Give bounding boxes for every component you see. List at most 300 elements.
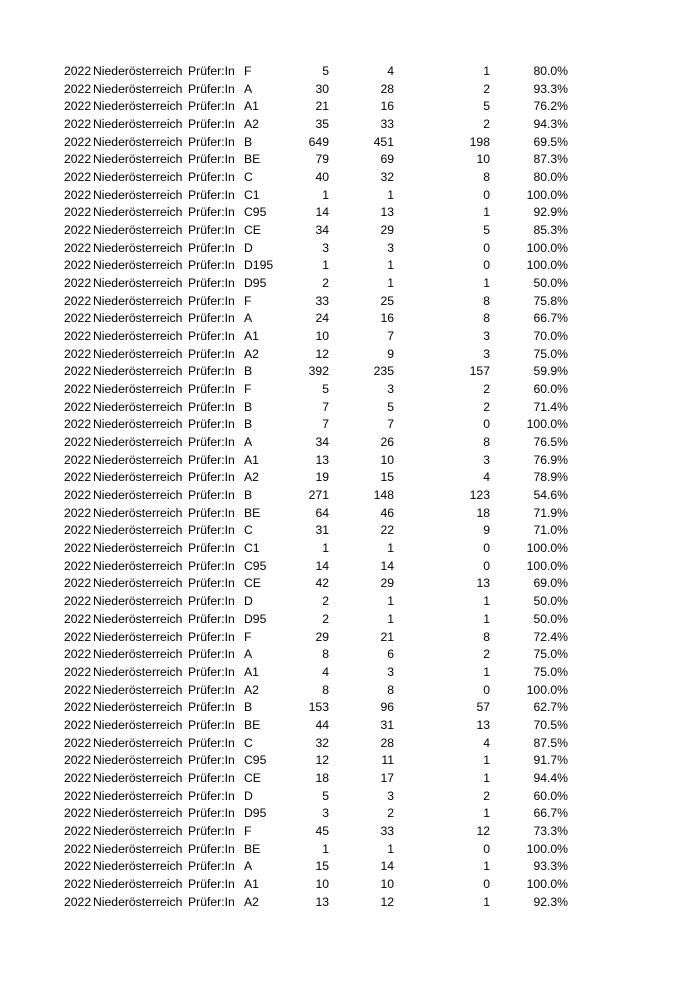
year-cell: 2022 [64, 558, 92, 573]
year-cell: 2022 [64, 452, 92, 467]
total-count-cell: 153 [308, 700, 329, 715]
passed-count-cell: 3 [387, 664, 394, 679]
table-row [0, 434, 700, 452]
table-row [0, 116, 700, 134]
pass-rate-cell: 60.0% [533, 382, 568, 397]
failed-count-cell: 2 [483, 382, 490, 397]
table-row [0, 699, 700, 717]
table-row [0, 187, 700, 205]
failed-count-cell: 8 [483, 435, 490, 450]
license-class-cell: C [244, 170, 253, 185]
role-cell: Prüfer:In [188, 611, 235, 626]
license-class-cell: A1 [244, 876, 259, 891]
year-cell: 2022 [64, 64, 92, 78]
passed-count-cell: 69 [380, 152, 394, 167]
table-row [0, 399, 700, 417]
pass-rate-cell: 100.0% [526, 417, 568, 432]
table-row [0, 646, 700, 664]
failed-count-cell: 8 [483, 629, 490, 644]
passed-count-cell: 33 [380, 823, 394, 838]
license-class-cell: D [244, 594, 253, 609]
passed-count-cell: 235 [373, 364, 394, 379]
pass-rate-cell: 75.8% [533, 293, 568, 308]
table-row [0, 664, 700, 682]
table-row [0, 522, 700, 540]
pass-rate-cell: 70.0% [533, 329, 568, 344]
passed-count-cell: 28 [380, 735, 394, 750]
region-cell: Niederösterreich [93, 664, 183, 679]
total-count-cell: 18 [315, 770, 329, 785]
license-class-cell: BE [244, 152, 261, 167]
year-cell: 2022 [64, 205, 92, 220]
role-cell: Prüfer:In [188, 735, 235, 750]
table-row [0, 717, 700, 735]
failed-count-cell: 0 [483, 240, 490, 255]
role-cell: Prüfer:In [188, 276, 235, 291]
region-cell: Niederösterreich [93, 417, 183, 432]
table-row [0, 310, 700, 328]
total-count-cell: 1 [322, 841, 329, 856]
region-cell: Niederösterreich [93, 99, 183, 114]
passed-count-cell: 33 [380, 117, 394, 132]
table-row [0, 575, 700, 593]
failed-count-cell: 1 [483, 594, 490, 609]
license-class-cell: A [244, 311, 253, 326]
table-row [0, 540, 700, 558]
failed-count-cell: 0 [483, 558, 490, 573]
license-class-cell: B [244, 134, 253, 149]
region-cell: Niederösterreich [93, 753, 183, 768]
role-cell: Prüfer:In [188, 647, 235, 662]
role-cell: Prüfer:In [188, 346, 235, 361]
table-row [0, 222, 700, 240]
license-class-cell: C95 [244, 753, 267, 768]
role-cell: Prüfer:In [188, 629, 235, 644]
pass-rate-cell: 59.9% [533, 364, 568, 379]
role-cell: Prüfer:In [188, 417, 235, 432]
failed-count-cell: 2 [483, 399, 490, 414]
total-count-cell: 12 [315, 346, 329, 361]
license-class-cell: C1 [244, 541, 260, 556]
region-cell: Niederösterreich [93, 258, 183, 273]
total-count-cell: 21 [315, 99, 329, 114]
pass-rate-cell: 100.0% [526, 541, 568, 556]
license-class-cell: A [244, 81, 253, 96]
pass-rate-cell: 72.4% [533, 629, 568, 644]
total-count-cell: 32 [315, 735, 329, 750]
role-cell: Prüfer:In [188, 452, 235, 467]
total-count-cell: 42 [315, 576, 329, 591]
year-cell: 2022 [64, 505, 92, 520]
year-cell: 2022 [64, 81, 92, 96]
region-cell: Niederösterreich [93, 399, 183, 414]
pass-rate-cell: 100.0% [526, 240, 568, 255]
failed-count-cell: 1 [483, 205, 490, 220]
year-cell: 2022 [64, 629, 92, 644]
failed-count-cell: 0 [483, 682, 490, 697]
total-count-cell: 8 [322, 682, 329, 697]
license-class-cell: A [244, 435, 253, 450]
failed-count-cell: 2 [483, 647, 490, 662]
year-cell: 2022 [64, 576, 92, 591]
passed-count-cell: 10 [380, 876, 394, 891]
role-cell: Prüfer:In [188, 541, 235, 556]
table-row [0, 770, 700, 788]
total-count-cell: 1 [322, 541, 329, 556]
total-count-cell: 10 [315, 876, 329, 891]
role-cell: Prüfer:In [188, 64, 235, 78]
failed-count-cell: 157 [469, 364, 490, 379]
role-cell: Prüfer:In [188, 576, 235, 591]
year-cell: 2022 [64, 806, 92, 821]
region-cell: Niederösterreich [93, 841, 183, 856]
pass-rate-cell: 76.9% [533, 452, 568, 467]
license-class-cell: CE [244, 770, 261, 785]
total-count-cell: 3 [322, 240, 329, 255]
role-cell: Prüfer:In [188, 523, 235, 538]
license-class-cell: A2 [244, 470, 259, 485]
table-row [0, 81, 700, 99]
year-cell: 2022 [64, 311, 92, 326]
passed-count-cell: 1 [387, 187, 394, 202]
passed-count-cell: 17 [380, 770, 394, 785]
pass-rate-cell: 93.3% [533, 81, 568, 96]
pass-rate-cell: 69.5% [533, 134, 568, 149]
pass-rate-cell: 76.5% [533, 435, 568, 450]
region-cell: Niederösterreich [93, 541, 183, 556]
pass-rate-cell: 100.0% [526, 258, 568, 273]
passed-count-cell: 13 [380, 205, 394, 220]
passed-count-cell: 29 [380, 223, 394, 238]
table-row [0, 240, 700, 258]
failed-count-cell: 3 [483, 346, 490, 361]
license-class-cell: F [244, 64, 252, 78]
region-cell: Niederösterreich [93, 81, 183, 96]
table-row [0, 788, 700, 806]
license-class-cell: A1 [244, 452, 259, 467]
failed-count-cell: 1 [483, 753, 490, 768]
total-count-cell: 5 [322, 788, 329, 803]
pass-rate-cell: 78.9% [533, 470, 568, 485]
role-cell: Prüfer:In [188, 435, 235, 450]
year-cell: 2022 [64, 611, 92, 626]
license-class-cell: A2 [244, 894, 259, 909]
license-class-cell: C [244, 523, 253, 538]
year-cell: 2022 [64, 788, 92, 803]
failed-count-cell: 0 [483, 876, 490, 891]
table-row [0, 275, 700, 293]
year-cell: 2022 [64, 276, 92, 291]
year-cell: 2022 [64, 664, 92, 679]
role-cell: Prüfer:In [188, 876, 235, 891]
license-class-cell: D [244, 788, 253, 803]
region-cell: Niederösterreich [93, 823, 183, 838]
year-cell: 2022 [64, 753, 92, 768]
failed-count-cell: 2 [483, 81, 490, 96]
table-row [0, 752, 700, 770]
failed-count-cell: 0 [483, 187, 490, 202]
license-class-cell: F [244, 629, 252, 644]
total-count-cell: 33 [315, 293, 329, 308]
year-cell: 2022 [64, 541, 92, 556]
table-row [0, 611, 700, 629]
total-count-cell: 14 [315, 558, 329, 573]
region-cell: Niederösterreich [93, 346, 183, 361]
table-row [0, 416, 700, 434]
region-cell: Niederösterreich [93, 859, 183, 874]
role-cell: Prüfer:In [188, 258, 235, 273]
role-cell: Prüfer:In [188, 117, 235, 132]
region-cell: Niederösterreich [93, 223, 183, 238]
table-row [0, 505, 700, 523]
table-row [0, 858, 700, 876]
role-cell: Prüfer:In [188, 134, 235, 149]
total-count-cell: 44 [315, 717, 329, 732]
passed-count-cell: 1 [387, 276, 394, 291]
region-cell: Niederösterreich [93, 435, 183, 450]
pass-rate-cell: 94.4% [533, 770, 568, 785]
table-row [0, 204, 700, 222]
pass-rate-cell: 100.0% [526, 841, 568, 856]
passed-count-cell: 451 [373, 134, 394, 149]
pass-rate-cell: 100.0% [526, 876, 568, 891]
license-class-cell: BE [244, 505, 261, 520]
pass-rate-cell: 54.6% [533, 488, 568, 503]
total-count-cell: 34 [315, 435, 329, 450]
license-class-cell: D95 [244, 806, 267, 821]
license-class-cell: B [244, 399, 253, 414]
year-cell: 2022 [64, 187, 92, 202]
region-cell: Niederösterreich [93, 364, 183, 379]
region-cell: Niederösterreich [93, 505, 183, 520]
failed-count-cell: 18 [476, 505, 490, 520]
license-class-cell: B [244, 364, 253, 379]
total-count-cell: 13 [315, 894, 329, 909]
role-cell: Prüfer:In [188, 594, 235, 609]
failed-count-cell: 198 [469, 134, 490, 149]
license-class-cell: B [244, 700, 253, 715]
passed-count-cell: 6 [387, 647, 394, 662]
region-cell: Niederösterreich [93, 735, 183, 750]
year-cell: 2022 [64, 346, 92, 361]
table-row [0, 682, 700, 700]
pass-rate-cell: 73.3% [533, 823, 568, 838]
role-cell: Prüfer:In [188, 700, 235, 715]
pass-rate-cell: 80.0% [533, 170, 568, 185]
total-count-cell: 34 [315, 223, 329, 238]
pass-rate-cell: 100.0% [526, 682, 568, 697]
pass-rate-cell: 75.0% [533, 664, 568, 679]
failed-count-cell: 13 [476, 717, 490, 732]
passed-count-cell: 3 [387, 788, 394, 803]
failed-count-cell: 3 [483, 329, 490, 344]
passed-count-cell: 21 [380, 629, 394, 644]
region-cell: Niederösterreich [93, 452, 183, 467]
license-class-cell: A [244, 859, 253, 874]
failed-count-cell: 4 [483, 470, 490, 485]
pass-rate-cell: 92.3% [533, 894, 568, 909]
passed-count-cell: 26 [380, 435, 394, 450]
table-row [0, 63, 700, 81]
pass-rate-cell: 87.3% [533, 152, 568, 167]
passed-count-cell: 10 [380, 452, 394, 467]
pass-rate-cell: 62.7% [533, 700, 568, 715]
region-cell: Niederösterreich [93, 470, 183, 485]
pass-rate-cell: 71.0% [533, 523, 568, 538]
passed-count-cell: 15 [380, 470, 394, 485]
role-cell: Prüfer:In [188, 558, 235, 573]
failed-count-cell: 12 [476, 823, 490, 838]
passed-count-cell: 1 [387, 594, 394, 609]
failed-count-cell: 8 [483, 311, 490, 326]
total-count-cell: 30 [315, 81, 329, 96]
role-cell: Prüfer:In [188, 382, 235, 397]
license-class-cell: D195 [244, 258, 274, 273]
role-cell: Prüfer:In [188, 823, 235, 838]
year-cell: 2022 [64, 99, 92, 114]
license-class-cell: C95 [244, 558, 267, 573]
passed-count-cell: 1 [387, 611, 394, 626]
region-cell: Niederösterreich [93, 806, 183, 821]
passed-count-cell: 46 [380, 505, 394, 520]
table-row [0, 593, 700, 611]
year-cell: 2022 [64, 876, 92, 891]
license-class-cell: BE [244, 841, 261, 856]
table-row [0, 805, 700, 823]
total-count-cell: 1 [322, 258, 329, 273]
total-count-cell: 2 [322, 276, 329, 291]
table-row [0, 363, 700, 381]
total-count-cell: 14 [315, 205, 329, 220]
total-count-cell: 12 [315, 753, 329, 768]
year-cell: 2022 [64, 152, 92, 167]
failed-count-cell: 2 [483, 788, 490, 803]
role-cell: Prüfer:In [188, 205, 235, 220]
total-count-cell: 649 [308, 134, 329, 149]
passed-count-cell: 25 [380, 293, 394, 308]
region-cell: Niederösterreich [93, 700, 183, 715]
passed-count-cell: 29 [380, 576, 394, 591]
region-cell: Niederösterreich [93, 170, 183, 185]
passed-count-cell: 32 [380, 170, 394, 185]
region-cell: Niederösterreich [93, 647, 183, 662]
year-cell: 2022 [64, 364, 92, 379]
license-class-cell: A2 [244, 117, 259, 132]
region-cell: Niederösterreich [93, 523, 183, 538]
pass-rate-cell: 60.0% [533, 788, 568, 803]
license-class-cell: D95 [244, 611, 267, 626]
region-cell: Niederösterreich [93, 293, 183, 308]
pass-rate-cell: 75.0% [533, 647, 568, 662]
pass-rate-cell: 76.2% [533, 99, 568, 114]
role-cell: Prüfer:In [188, 399, 235, 414]
region-cell: Niederösterreich [93, 894, 183, 909]
role-cell: Prüfer:In [188, 170, 235, 185]
year-cell: 2022 [64, 293, 92, 308]
pass-rate-cell: 70.5% [533, 717, 568, 732]
passed-count-cell: 22 [380, 523, 394, 538]
pass-rate-cell: 100.0% [526, 558, 568, 573]
passed-count-cell: 3 [387, 382, 394, 397]
year-cell: 2022 [64, 717, 92, 732]
role-cell: Prüfer:In [188, 223, 235, 238]
total-count-cell: 2 [322, 594, 329, 609]
region-cell: Niederösterreich [93, 240, 183, 255]
region-cell: Niederösterreich [93, 311, 183, 326]
year-cell: 2022 [64, 240, 92, 255]
license-class-cell: C1 [244, 187, 260, 202]
role-cell: Prüfer:In [188, 81, 235, 96]
total-count-cell: 7 [322, 417, 329, 432]
role-cell: Prüfer:In [188, 682, 235, 697]
region-cell: Niederösterreich [93, 717, 183, 732]
pass-rate-cell: 94.3% [533, 117, 568, 132]
passed-count-cell: 3 [387, 240, 394, 255]
pass-rate-cell: 85.3% [533, 223, 568, 238]
pass-rate-cell: 66.7% [533, 806, 568, 821]
total-count-cell: 40 [315, 170, 329, 185]
failed-count-cell: 5 [483, 99, 490, 114]
role-cell: Prüfer:In [188, 664, 235, 679]
total-count-cell: 45 [315, 823, 329, 838]
role-cell: Prüfer:In [188, 152, 235, 167]
total-count-cell: 19 [315, 470, 329, 485]
failed-count-cell: 57 [476, 700, 490, 715]
year-cell: 2022 [64, 682, 92, 697]
data-table [0, 63, 700, 911]
table-row [0, 98, 700, 116]
role-cell: Prüfer:In [188, 187, 235, 202]
passed-count-cell: 16 [380, 99, 394, 114]
role-cell: Prüfer:In [188, 894, 235, 909]
year-cell: 2022 [64, 382, 92, 397]
year-cell: 2022 [64, 823, 92, 838]
failed-count-cell: 0 [483, 841, 490, 856]
failed-count-cell: 1 [483, 770, 490, 785]
region-cell: Niederösterreich [93, 152, 183, 167]
role-cell: Prüfer:In [188, 488, 235, 503]
role-cell: Prüfer:In [188, 311, 235, 326]
total-count-cell: 7 [322, 399, 329, 414]
year-cell: 2022 [64, 894, 92, 909]
total-count-cell: 392 [308, 364, 329, 379]
passed-count-cell: 11 [381, 753, 394, 768]
region-cell: Niederösterreich [93, 576, 183, 591]
license-class-cell: F [244, 382, 252, 397]
passed-count-cell: 5 [387, 399, 394, 414]
year-cell: 2022 [64, 523, 92, 538]
failed-count-cell: 8 [483, 293, 490, 308]
license-class-cell: A [244, 647, 253, 662]
role-cell: Prüfer:In [188, 329, 235, 344]
total-count-cell: 1 [322, 187, 329, 202]
pass-rate-cell: 50.0% [533, 276, 568, 291]
year-cell: 2022 [64, 223, 92, 238]
total-count-cell: 79 [315, 152, 329, 167]
table-row [0, 823, 700, 841]
role-cell: Prüfer:In [188, 364, 235, 379]
year-cell: 2022 [64, 399, 92, 414]
license-class-cell: A2 [244, 682, 259, 697]
license-class-cell: A1 [244, 99, 259, 114]
passed-count-cell: 31 [380, 717, 394, 732]
region-cell: Niederösterreich [93, 611, 183, 626]
failed-count-cell: 0 [483, 258, 490, 273]
failed-count-cell: 1 [483, 859, 490, 874]
year-cell: 2022 [64, 488, 92, 503]
total-count-cell: 64 [315, 505, 329, 520]
region-cell: Niederösterreich [93, 64, 183, 78]
